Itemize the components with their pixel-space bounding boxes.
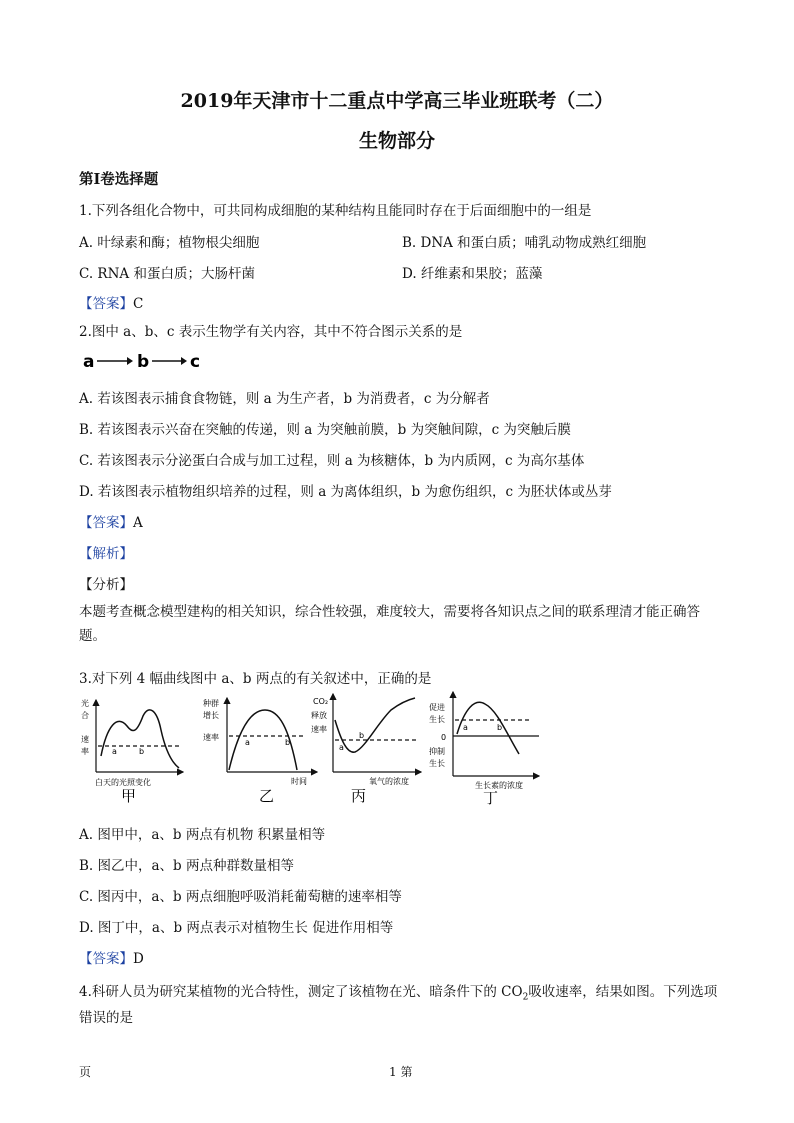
answer-value: D (133, 951, 144, 967)
yi-ylabel-2: 增长 (203, 711, 219, 720)
jia-curve (101, 710, 179, 768)
ding-point-b: b (497, 723, 503, 732)
ding-point-a: a (463, 723, 468, 732)
diagram-label-a: a (83, 352, 95, 372)
ding-xlabel: 生长素的浓度 (475, 781, 523, 790)
q3-four-graphs (79, 688, 719, 806)
bing-point-a: a (339, 743, 344, 752)
jia-ylabel-2: 合 (81, 711, 89, 720)
jia-point-b: b (139, 747, 145, 756)
q4-stem-line1 (79, 980, 717, 1003)
q3-option-d: D. 图丁中，a、b 两点表示对植物生长 促进作用相等 (79, 920, 394, 936)
section-heading: 第Ⅰ卷选择题 (79, 171, 159, 188)
diagram-arrowhead-ab (127, 357, 133, 365)
exam-subtitle: 生物部分 (358, 130, 435, 152)
q2-option-b: B. 若该图表示兴奋在突触的传递，则 a 为突触前膜，b 为突触间隙，c 为突触后膜 (79, 422, 571, 438)
q2-abc-diagram (79, 348, 209, 374)
ding-ylabel-bottom-2: 生长 (429, 759, 445, 768)
diagram-label-b: b (137, 352, 150, 372)
answer-tag: 【答案】 (79, 951, 133, 967)
yi-point-b: b (285, 738, 291, 747)
jia-xlabel: 白天的光照变化 (95, 778, 151, 787)
q2-option-a: A. 若该图表示捕食食物链，则 a 为生产者，b 为消费者，c 为分解者 (79, 391, 490, 407)
yi-point-a: a (245, 738, 250, 747)
answer-tag: 【答案】 (79, 515, 133, 531)
q4-stem-post: 吸收速率，结果如图。下列选项 (528, 984, 718, 1000)
bing-ylabel-3: 速率 (311, 725, 327, 734)
q1-answer (79, 292, 143, 312)
q1-stem: 1.下列各组化合物中，可共同构成细胞的某种结构且能同时存在于后面细胞中的一组是 (79, 203, 592, 219)
bing-curve (335, 698, 415, 752)
yi-ylabel-3: 速率 (203, 733, 219, 742)
q4-stem-line2: 错误的是 (79, 1010, 133, 1026)
ding-name: 丁 (483, 789, 499, 806)
q3-option-a: A. 图甲中，a、b 两点有机物 积累量相等 (79, 827, 326, 843)
q2-analysis-tag: 【解析】 (79, 546, 133, 562)
graph-bing (311, 694, 421, 805)
q3-answer (79, 947, 144, 967)
bing-xlabel: 氧气的浓度 (369, 777, 409, 786)
q3-stem: 3.对下列 4 幅曲线图中 a、b 两点的有关叙述中，正确的是 (79, 671, 432, 687)
q1-option-b: B. DNA 和蛋白质；哺乳动物成熟红细胞 (402, 235, 647, 251)
yi-name: 乙 (259, 787, 275, 805)
q2-option-c: C. 若该图表示分泌蛋白合成与加工过程，则 a 为核糖体，b 为内质网，c 为高尔基体 (79, 453, 585, 469)
q2-fenxi-tag: 【分析】 (79, 577, 133, 593)
ding-ylabel-bottom-1: 抑制 (429, 747, 445, 756)
footer-left: 页 (79, 1065, 92, 1079)
graph-jia (81, 698, 183, 805)
jia-name: 甲 (121, 787, 137, 805)
diagram-label-c: c (190, 352, 201, 372)
graph-ding (429, 692, 539, 806)
answer-value: C (133, 296, 144, 312)
q3-option-b: B. 图乙中，a、b 两点种群数量相等 (79, 858, 294, 874)
diagram-arrowhead-bc (181, 357, 187, 365)
q1-option-d: D. 纤维素和果胶；蓝藻 (402, 266, 543, 282)
q4-stem-sub: 2 (522, 992, 529, 1003)
bing-point-b: b (359, 731, 365, 740)
q2-analysis-text: 本题考查概念模型建构的相关知识，综合性较强，难度较大，需要将各知识点之间的联系理清才能正确答题。 (79, 604, 700, 644)
q1-option-c: C. RNA 和蛋白质；大肠杆菌 (79, 266, 255, 282)
q2-option-d: D. 若该图表示植物组织培养的过程，则 a 为离体组织，b 为愈伤组织，c 为胚状体或丛芽 (79, 484, 612, 500)
q4-stem-pre: 4.科研人员为研究某植物的光合特性，测定了该植物在光、暗条件下的 CO (79, 984, 523, 1000)
jia-point-a: a (112, 747, 117, 756)
ding-ylabel-top-2: 生长 (429, 715, 445, 724)
q2-answer (79, 511, 143, 531)
jia-ylabel-3: 速 (81, 735, 89, 744)
ding-zero-label: 0 (441, 733, 447, 742)
answer-tag: 【答案】 (79, 296, 133, 312)
ding-ylabel-top-1: 促进 (429, 703, 445, 712)
q3-option-c: C. 图丙中，a、b 两点细胞呼吸消耗葡萄糖的速率相等 (79, 889, 402, 905)
exam-title: 2019年天津市十二重点中学高三毕业班联考（二） (180, 90, 614, 112)
bing-name: 丙 (351, 787, 367, 805)
footer-page-number: 1 第 (389, 1065, 413, 1079)
bing-ylabel-1: CO₂ (313, 697, 329, 706)
yi-xlabel: 时间 (291, 777, 307, 786)
bing-ylabel-2: 释放 (311, 711, 327, 720)
q1-option-a: A. 叶绿素和酶；植物根尖细胞 (79, 235, 260, 251)
jia-ylabel-4: 率 (81, 747, 89, 756)
q2-stem: 2.图中 a、b、c 表示生物学有关内容，其中不符合图示关系的是 (79, 324, 463, 340)
answer-value: A (133, 515, 143, 531)
yi-ylabel-1: 种群 (203, 699, 219, 708)
graph-yi (203, 698, 317, 805)
jia-ylabel-1: 光 (81, 699, 89, 708)
